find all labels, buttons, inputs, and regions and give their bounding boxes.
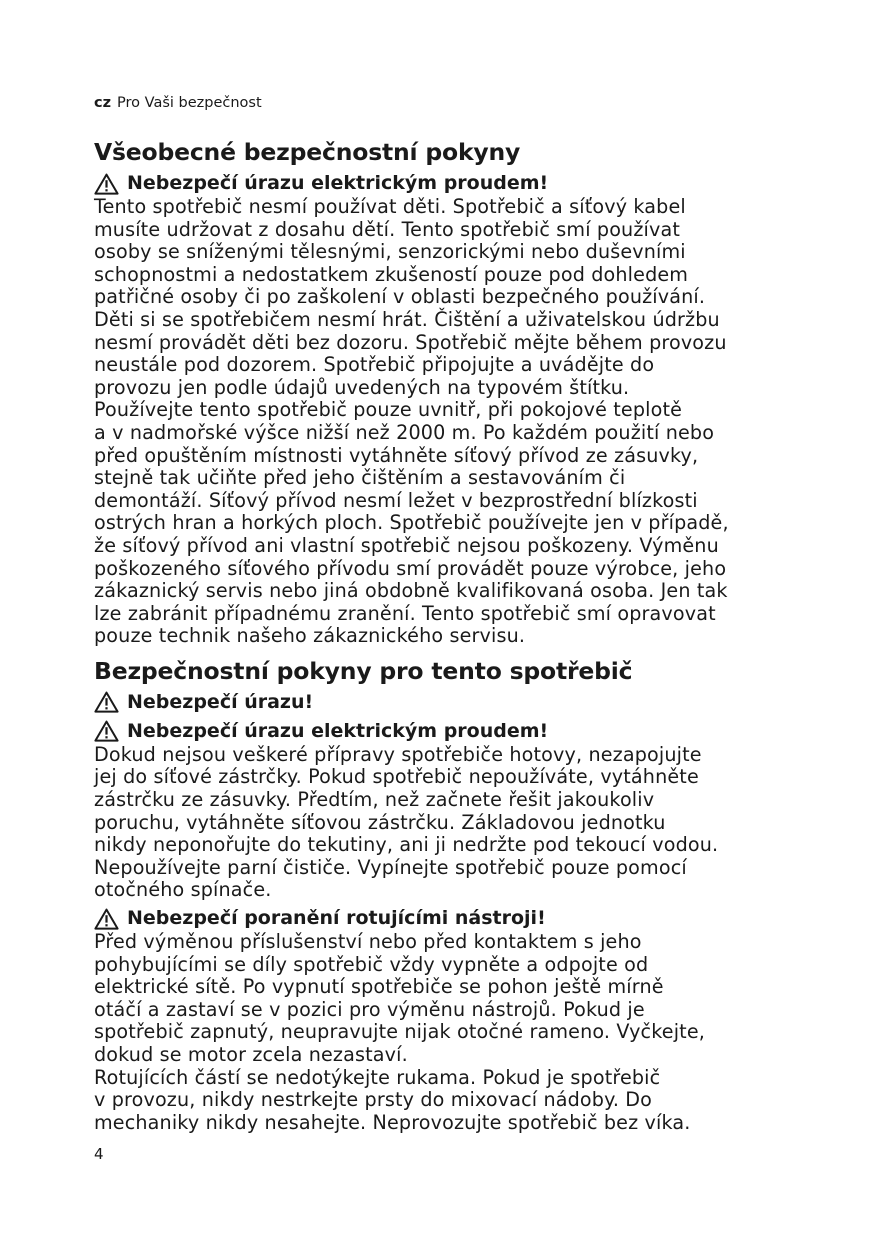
section-title-appliance-safety: Bezpečnostní pokyny pro tento spotřebič bbox=[94, 656, 633, 685]
page-content bbox=[94, 136, 814, 1134]
warning-injury bbox=[94, 690, 814, 715]
text-line: pouze technik našeho zákaznického servisu. bbox=[94, 624, 526, 648]
text-line: Tento spotřebič nesmí používat děti. Spotřebič a síťový kabel bbox=[94, 195, 686, 218]
text-line: poškozeného síťového přívodu smí provádět pouze výrobce, jeho bbox=[94, 556, 727, 580]
text-line: zástrčku ze zásuvky. Předtím, než začnete řešit jakoukoliv bbox=[94, 788, 655, 812]
warning-label: Nebezpečí úrazu elektrickým proudem! bbox=[127, 719, 549, 742]
text-line: mechaniky nikdy nesahejte. Neprovozujte spotřebič bez víka. bbox=[94, 1110, 691, 1134]
text-line: lze zabránit případnému zranění. Tento spotřebič smí opravovat bbox=[94, 601, 716, 625]
text-line: Rotujících částí se nedotýkejte rukama. Pokud je spotřebič bbox=[94, 1065, 661, 1089]
text-line: stejně tak učiňte před jeho čištěním a sestavováním či bbox=[94, 466, 626, 490]
text-line: Děti si se spotřebičem nesmí hrát. Čištění a uživatelskou údržbu bbox=[94, 307, 720, 331]
text-line: v provozu, nikdy nestrkejte prsty do mixovací nádoby. Do bbox=[94, 1088, 653, 1112]
text-line: spotřebič zapnutý, neupravujte nijak otočné rameno. Vyčkejte, bbox=[94, 1020, 705, 1044]
text-line: demontáží. Síťový přívod nesmí ležet v bezprostřední blízkosti bbox=[94, 488, 698, 512]
text-line: a v nadmořské výšce nižší než 2000 m. Po každém použití nebo bbox=[94, 420, 715, 444]
text-line: že síťový přívod ani vlastní spotřebič nejsou poškozeny. Výměnu bbox=[94, 533, 719, 557]
warning-triangle-icon bbox=[94, 173, 119, 195]
page-number: 4 bbox=[94, 1145, 104, 1163]
warning-triangle-icon bbox=[94, 908, 119, 930]
rotating-tools-paragraph bbox=[94, 931, 814, 1134]
warning-label: Nebezpečí úrazu elektrickým proudem! bbox=[127, 172, 549, 194]
running-section-title: Pro Vaši bezpečnost bbox=[117, 95, 262, 111]
text-line: jej do síťové zástrčky. Pokud spotřebič nepoužíváte, vytáhněte bbox=[94, 765, 699, 789]
warning-electric-shock-general bbox=[94, 171, 814, 196]
warning-triangle-icon bbox=[94, 691, 119, 713]
general-safety-paragraph bbox=[94, 196, 814, 648]
text-line: nikdy neponořujte do tekutiny, ani ji nedržte pod tekoucí vodou. bbox=[94, 833, 719, 857]
warning-label: Nebezpečí poranění rotujícími nástroji! bbox=[127, 907, 546, 930]
text-line: nesmí provádět děti bez dozoru. Spotřebič mějte během provozu bbox=[94, 330, 727, 354]
warning-electric-shock-appliance bbox=[94, 719, 814, 744]
section-title-general-safety: Všeobecné bezpečnostní pokyny bbox=[94, 138, 521, 166]
text-line: pohybujícími se díly spotřebič vždy vypněte a odpojte od bbox=[94, 952, 649, 976]
warning-rotating-tools bbox=[94, 906, 814, 931]
text-line: poruchu, vytáhněte síťovou zástrčku. Základovou jednotku bbox=[94, 810, 666, 834]
text-line: musíte udržovat z dosahu dětí. Tento spotřebič smí používat bbox=[94, 217, 681, 241]
text-line: Dokud nejsou veškeré přípravy spotřebiče hotovy, nezapojujte bbox=[94, 742, 702, 766]
text-line: před opuštěním místnosti vytáhněte síťový přívod ze zásuvky, bbox=[94, 443, 699, 467]
text-line: zákaznický servis nebo jiná obdobně kvalifikovaná osoba. Jen tak bbox=[94, 579, 728, 603]
text-line: ostrých hran a horkých ploch. Spotřebič používejte jen v případě, bbox=[94, 511, 729, 535]
text-line: provozu jen podle údajů uvedených na typovém štítku. bbox=[94, 375, 630, 399]
text-line: neustále pod dozorem. Spotřebič připojujte a uvádějte do bbox=[94, 353, 655, 377]
language-code: cz bbox=[94, 95, 112, 111]
text-line: schopnostmi a nedostatkem zkušeností pouze pod dohledem bbox=[94, 262, 689, 286]
warning-label: Nebezpečí úrazu! bbox=[127, 690, 314, 713]
electric-safety-paragraph bbox=[94, 744, 814, 902]
text-line: elektrické sítě. Po vypnutí spotřebiče se pohon ještě mírně bbox=[94, 975, 664, 999]
text-line: otáčí a zastaví se v pozici pro výměnu nástrojů. Pokud je bbox=[94, 997, 645, 1021]
text-line: Používejte tento spotřebič pouze uvnitř, při pokojové teplotě bbox=[94, 398, 683, 422]
text-line: dokud se motor zcela nezastaví. bbox=[94, 1043, 408, 1066]
page-header bbox=[94, 93, 262, 113]
warning-triangle-icon bbox=[94, 720, 119, 742]
text-line: osoby se sníženými tělesnými, senzorickými nebo duševními bbox=[94, 240, 686, 264]
text-line: patřičné osoby či po zaškolení v oblasti bezpečného používání. bbox=[94, 285, 706, 309]
text-line: Nepoužívejte parní čističe. Vypínejte spotřebič pouze pomocí bbox=[94, 855, 687, 879]
text-line: Před výměnou příslušenství nebo před kontaktem s jeho bbox=[94, 930, 642, 954]
text-line: otočného spínače. bbox=[94, 878, 272, 902]
